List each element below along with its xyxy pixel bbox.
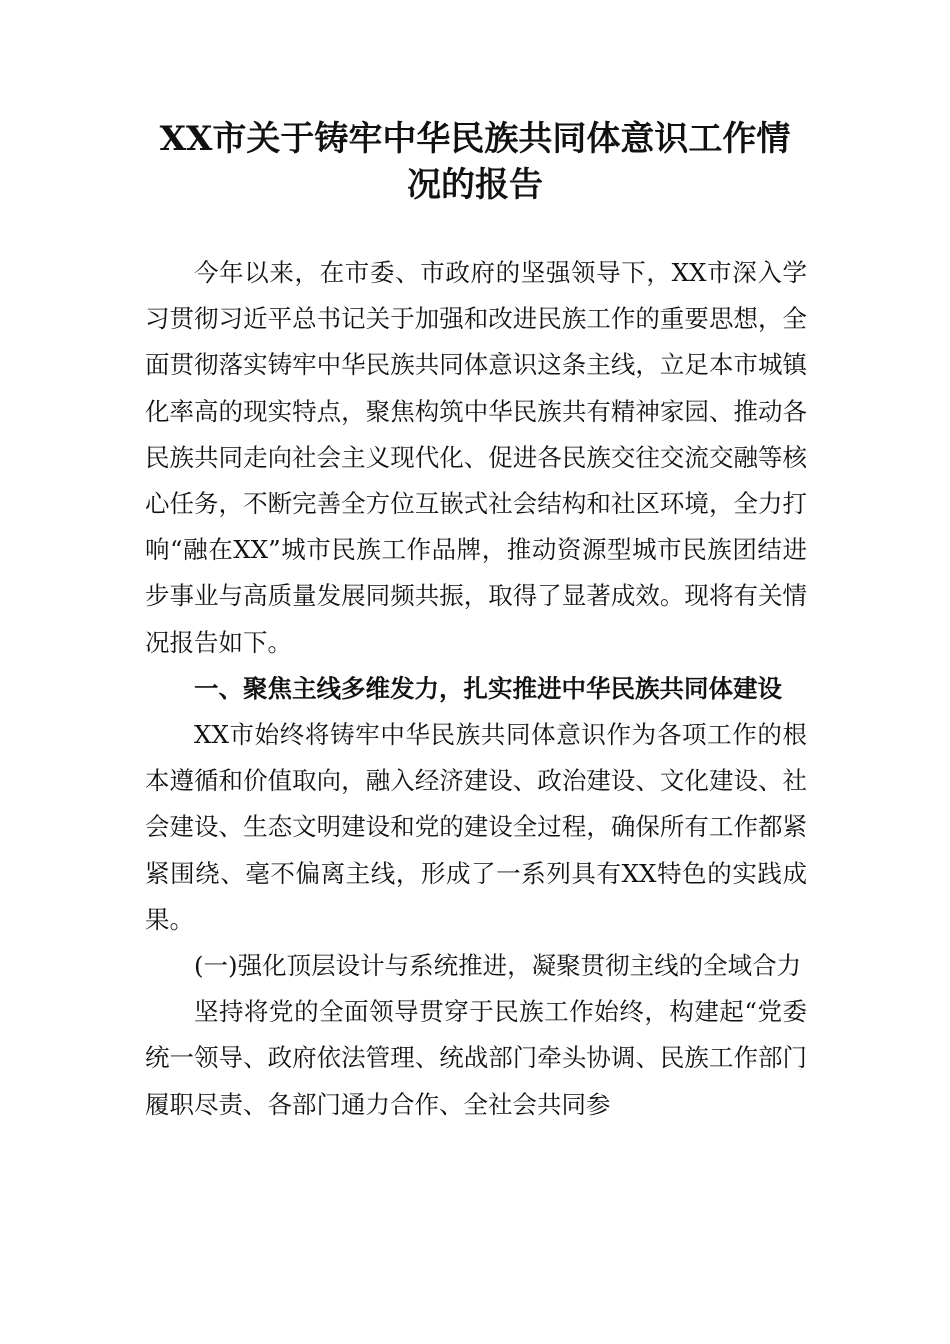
- section-1-heading: 一、聚焦主线多维发力，扎实推进中华民族共同体建设: [194, 673, 782, 703]
- subsection-1-heading: (一)强化顶层设计与系统推进，凝聚贯彻主线的全域合力: [194, 951, 802, 981]
- subsection-1-paragraph: 坚持将党的全面领导贯穿于民族工作始终，构建起“党委统一领导、政府依法管理、统战部门牵头协调、民族工作部门履职尽责、各部门通力合作、全社会共同参: [145, 997, 807, 1119]
- intro-paragraph: 今年以来，在市委、市政府的坚强领导下，XX市深入学习贯彻习近平总书记关于加强和改进民族工作的重要思想，全面贯彻落实铸牢中华民族共同体意识这条主线，立足本市城镇化率高的现实特点，聚焦构筑中华民族共有精神家园、推动各民族共同走向社会主义现代化、促进各民族交往交流交融等核心任务，不断完善全方位互嵌式社会结构和社区环境，全力打响“融在XX”城市民族工作品牌，推动资源型城市民族团结进步事业与高质量发展同频共振，取得了显著成效。现将有关情况报告如下。: [145, 258, 807, 657]
- title-line-1: XX市关于铸牢中华民族共同体意识工作情: [159, 119, 791, 159]
- document-body: [145, 250, 807, 1128]
- document-title: [140, 116, 810, 208]
- section-1-paragraph: XX市始终将铸牢中华民族共同体意识作为各项工作的根本遵循和价值取向，融入经济建设、政治建设、文化建设、社会建设、生态文明建设和党的建设全过程，确保所有工作都紧紧围绕、毫不偏离主线，形成了一系列具有XX特色的实践成果。: [145, 720, 807, 934]
- title-line-2: 况的报告: [407, 165, 543, 205]
